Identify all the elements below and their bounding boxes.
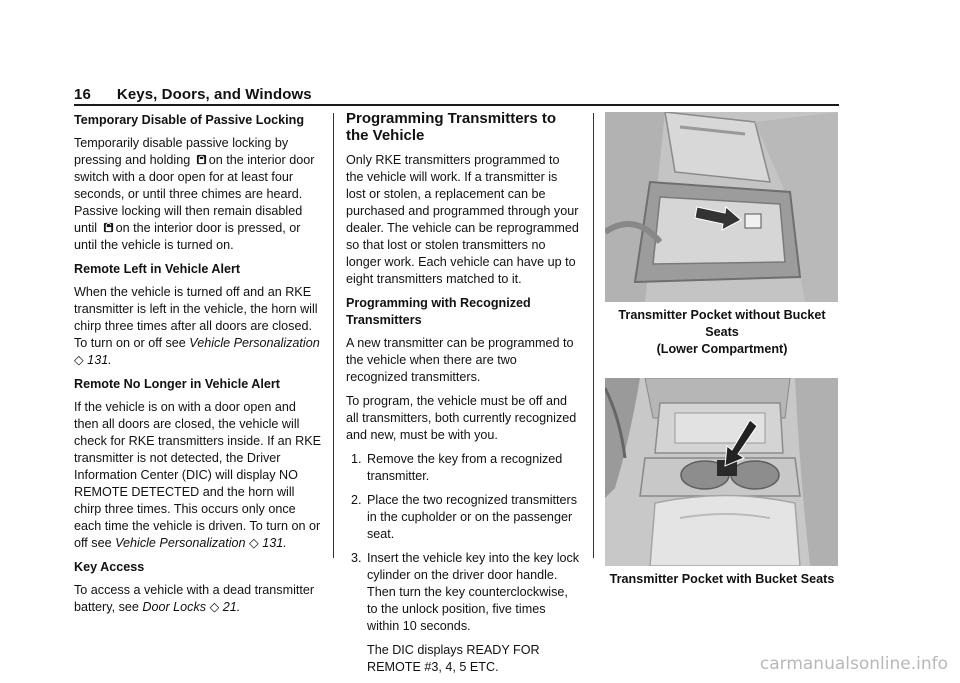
lock-icon bbox=[196, 154, 207, 165]
step-number: 3. bbox=[351, 551, 362, 565]
remote-left-text: When the vehicle is turned off and an RKE transmitter is left in the vehicle, the horn will chirp three times after all doors are closed. To turn on or off see bbox=[74, 285, 318, 350]
caption-line: (Lower Compartment) bbox=[656, 342, 788, 356]
unlock-icon bbox=[103, 222, 114, 233]
figure-caption: Transmitter Pocket with Bucket Seats bbox=[609, 572, 835, 586]
step-text: Place the two recognized transmitters in the cupholder or on the passenger seat. bbox=[367, 493, 577, 541]
list-item bbox=[346, 492, 580, 543]
watermark: carmanualsonline.info bbox=[759, 654, 948, 674]
column-divider bbox=[333, 113, 334, 558]
temp-disable-paragraph bbox=[74, 135, 322, 254]
vehicle-personalization-link[interactable]: Vehicle Personalization bbox=[115, 536, 246, 550]
recognized-paragraph: A new transmitter can be programmed to the vehicle when there are two recognized transmitters. bbox=[346, 336, 574, 384]
caption-line: Transmitter Pocket without Bucket Seats bbox=[618, 308, 826, 339]
list-item bbox=[346, 451, 580, 485]
figure-pocket-without-bucket-seats bbox=[605, 112, 838, 302]
temp-disable-text-3: on the interior door is pressed, or until the vehicle is turned on. bbox=[74, 221, 301, 252]
key-access-paragraph bbox=[74, 582, 322, 616]
programming-intro: Only RKE transmitters programmed to the vehicle will work. If a transmitter is lost or stolen, a replacement can be purchased and programmed through your dealer. The vehicle can be reprogrammed so that lost or stolen transmitters no longer work. Each vehicle can have up to eight transmitters matched to it. bbox=[346, 153, 579, 286]
step3-note: The DIC displays READY FOR REMOTE #3, 4, 5 ETC. bbox=[367, 643, 540, 674]
door-locks-link[interactable]: Door Locks bbox=[142, 600, 207, 614]
vehicle-personalization-link[interactable]: Vehicle Personalization bbox=[189, 336, 320, 350]
list-item bbox=[346, 550, 580, 635]
console-lower-compartment-illustration bbox=[605, 112, 838, 302]
remote-left-paragraph bbox=[74, 284, 322, 369]
step-number: 1. bbox=[351, 452, 362, 466]
column-right bbox=[605, 112, 839, 588]
page-ref: ◇ 131. bbox=[74, 353, 112, 367]
section-title: Keys, Doors, and Windows bbox=[116, 86, 312, 103]
remote-left-heading: Remote Left in Vehicle Alert bbox=[74, 262, 241, 276]
console-cupholder-illustration bbox=[605, 378, 838, 566]
page-ref: ◇ 131. bbox=[249, 536, 287, 550]
steps-list bbox=[346, 451, 580, 635]
programming-heading: Programming Transmitters to the Vehicle bbox=[346, 110, 557, 144]
temp-disable-text-2: on the interior door switch with a door open for at least four seconds, or until three chimes are heard. Passive locking will then remain disabled until bbox=[74, 153, 315, 235]
column-divider bbox=[593, 113, 594, 558]
figure-caption bbox=[605, 307, 839, 358]
key-access-text: To access a vehicle with a dead transmitter battery, see bbox=[74, 583, 315, 614]
remote-no-longer-paragraph bbox=[74, 399, 322, 552]
recognized-heading: Programming with Recognized Transmitters bbox=[346, 296, 531, 327]
temp-disable-text-1: Temporarily disable passive locking by pressing and holding bbox=[74, 136, 289, 167]
header-rule bbox=[74, 104, 839, 106]
program-paragraph: To program, the vehicle must be off and all transmitters, both currently recognized and new, must be with you. bbox=[346, 394, 577, 442]
key-access-heading: Key Access bbox=[74, 560, 145, 574]
step-text: Insert the vehicle key into the key lock cylinder on the driver door handle. Then turn the key counterclockwise, to the unlock position, five times within 10 seconds. bbox=[367, 551, 580, 633]
step-number: 2. bbox=[351, 493, 362, 507]
remote-no-longer-heading: Remote No Longer in Vehicle Alert bbox=[74, 377, 280, 391]
page-header bbox=[74, 86, 312, 103]
figure-pocket-with-bucket-seats bbox=[605, 378, 838, 566]
column-middle bbox=[346, 110, 580, 683]
page-number: 16 bbox=[74, 86, 91, 103]
column-left bbox=[74, 112, 322, 623]
page-ref: ◇ 21. bbox=[209, 600, 241, 614]
remote-no-longer-text: If the vehicle is on with a door open and then all doors are closed, the vehicle will check for RKE transmitters inside. If an RKE transmitter is not detected, the Driver Information Center (DIC) will display NO REMOTE DETECTED and the horn will chirp three times. This occurs only once each time the vehicle is driven. To turn on or off see bbox=[74, 400, 322, 550]
step-text: Remove the key from a recognized transmitter. bbox=[367, 452, 563, 483]
temp-disable-heading: Temporary Disable of Passive Locking bbox=[74, 113, 305, 127]
